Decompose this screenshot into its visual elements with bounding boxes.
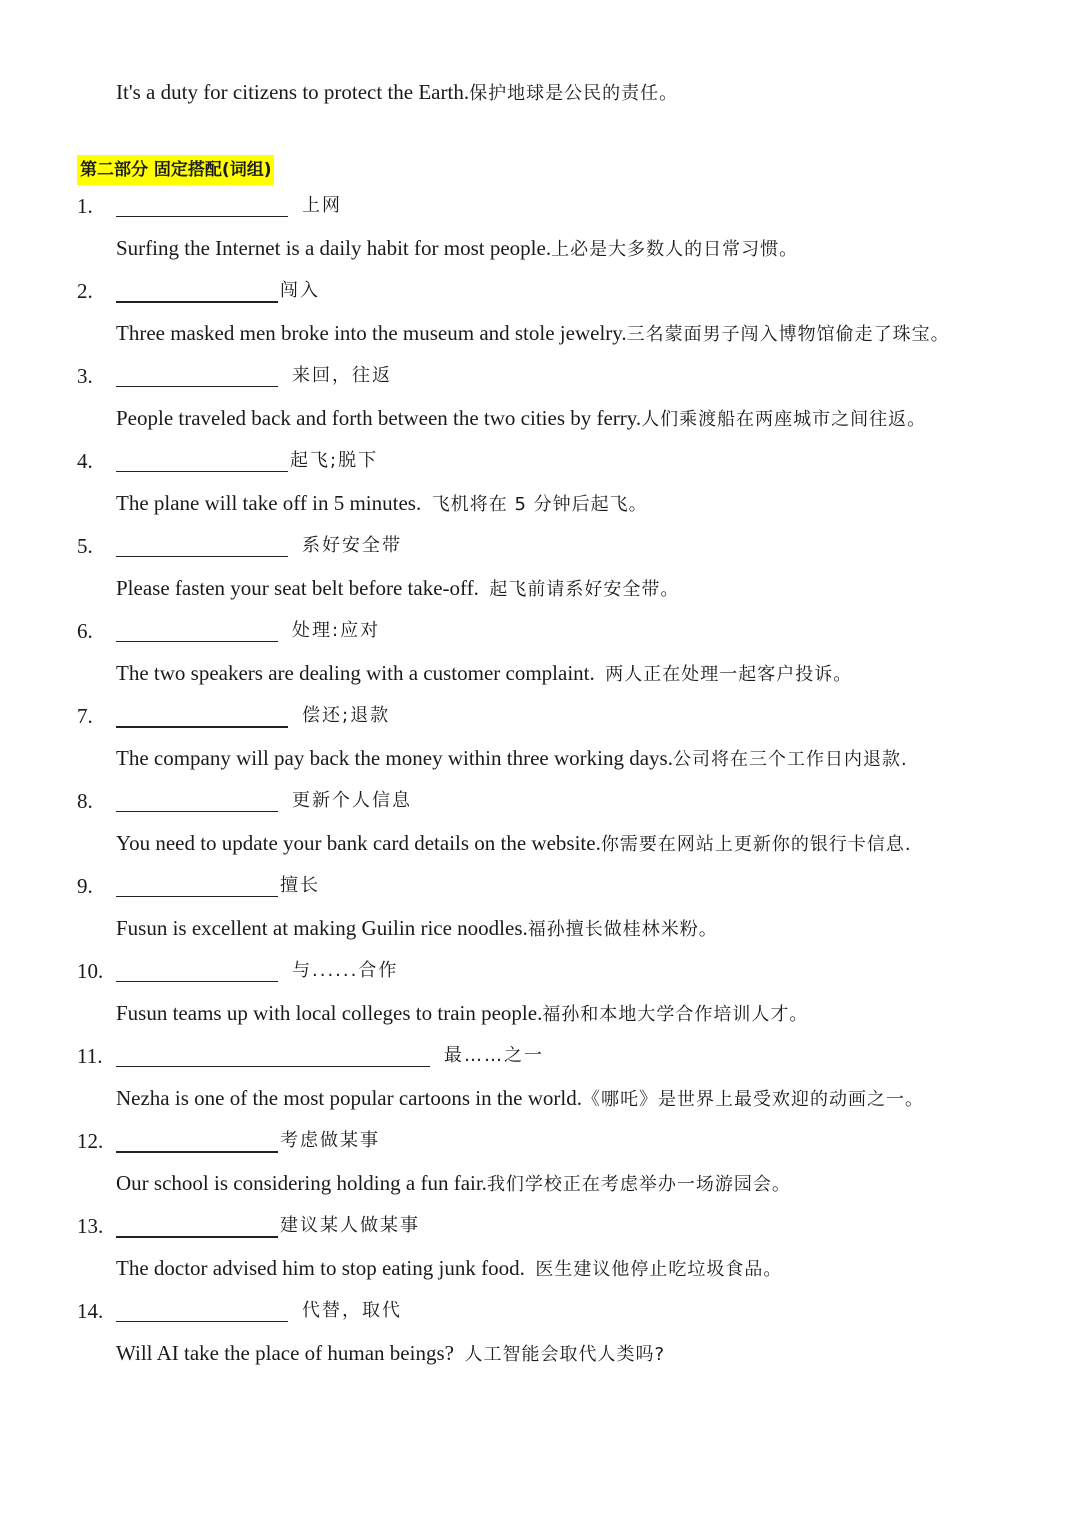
example-cn: 上必是大多数人的日常习惯。 [551,239,799,260]
example-cn: 福孙擅长做桂林米粉。 [527,919,718,940]
example-en: The two speakers are dealing with a customer complaint. [116,661,595,685]
phrase-line [116,530,402,562]
phrase-item-1 [0,190,1080,275]
example-sentence [116,572,679,606]
example-cn: 人们乘渡船在两座城市之间往返。 [641,409,927,430]
example-sentence [116,402,926,436]
answer-blank[interactable] [116,955,278,982]
example-en: Our school is considering holding a fun fair. [116,1171,487,1195]
phrase-meaning: 处理:应对 [292,620,381,641]
example-sentence [116,827,912,861]
example-sentence [116,1337,665,1371]
example-sentence [116,317,950,351]
phrase-meaning: 偿还;退款 [302,705,391,726]
section-heading: 第二部分 固定搭配(词组) [77,155,274,185]
phrase-item-9 [0,870,1080,955]
answer-blank[interactable] [116,870,278,897]
example-cn: 三名蒙面男子闯入博物馆偷走了珠宝。 [626,324,950,345]
item-number: 11. [77,1044,103,1068]
item-number: 8. [77,789,93,813]
example-cn: 福孙和本地大学合作培训人才。 [542,1004,809,1025]
example-cn: 你需要在网站上更新你的银行卡信息. [600,834,912,855]
item-number: 2. [77,279,93,303]
phrase-item-11 [0,1040,1080,1125]
phrase-item-6 [0,615,1080,700]
example-cn: 人工智能会取代人类吗? [464,1344,666,1365]
answer-blank[interactable] [116,1040,430,1067]
item-number: 3. [77,364,93,388]
example-cn: 飞机将在 5 分钟后起飞。 [431,494,648,515]
intro-sentence [116,76,678,110]
example-sentence [116,912,718,946]
example-en: Fusun teams up with local colleges to train people. [116,1001,543,1025]
phrase-list [0,190,1080,1380]
phrase-line [116,445,378,477]
answer-blank[interactable] [116,700,288,728]
phrase-item-5 [0,530,1080,615]
phrase-meaning: 来回，往返 [292,365,392,386]
phrase-item-10 [0,955,1080,1040]
phrase-item-8 [0,785,1080,870]
example-en: The company will pay back the money within three working days. [116,746,673,770]
answer-blank[interactable] [116,615,278,642]
phrase-line [116,1210,420,1242]
example-sentence [116,742,908,776]
phrase-item-3 [0,360,1080,445]
example-cn: 《哪吒》是世界上最受欢迎的动画之一。 [581,1089,924,1110]
phrase-meaning: 最……之一 [444,1045,544,1066]
example-en: Fusun is excellent at making Guilin rice noodles. [116,916,528,940]
item-number: 6. [77,619,93,643]
item-number: 1. [77,194,93,218]
phrase-item-14 [0,1295,1080,1380]
example-en: Will AI take the place of human beings? [116,1341,454,1365]
example-sentence [116,1082,924,1116]
phrase-line [116,1040,544,1072]
phrase-item-13 [0,1210,1080,1295]
example-en: People traveled back and forth between the two cities by ferry. [116,406,642,430]
item-number: 13. [77,1214,104,1238]
phrase-item-4 [0,445,1080,530]
example-sentence [116,1252,782,1286]
example-cn: 我们学校正在考虑举办一场游园会。 [486,1174,791,1195]
answer-blank[interactable] [116,1295,288,1322]
phrase-meaning: 起飞;脱下 [290,450,379,471]
example-en: The plane will take off in 5 minutes. [116,491,422,515]
phrase-meaning: 上网 [302,195,342,216]
example-en: The doctor advised him to stop eating junk food. [116,1256,525,1280]
item-number: 4. [77,449,93,473]
example-sentence [116,657,852,691]
answer-blank[interactable] [116,1125,278,1153]
phrase-meaning: 代替，取代 [302,1300,402,1321]
phrase-line [116,615,380,647]
example-en: You need to update your bank card details on the website. [116,831,601,855]
phrase-meaning: 更新个人信息 [292,790,412,811]
item-number: 5. [77,534,93,558]
intro-sentence-cn: 保护地球是公民的责任。 [469,83,679,104]
example-cn: 医生建议他停止吃垃圾食品。 [535,1259,783,1280]
item-number: 10. [77,959,104,983]
example-sentence [116,997,808,1031]
example-cn: 公司将在三个工作日内退款. [672,749,908,770]
example-cn: 起飞前请系好安全带。 [489,579,680,600]
phrase-line [116,190,342,222]
phrase-line [116,275,320,307]
answer-blank[interactable] [116,360,278,387]
example-sentence [116,1167,791,1201]
phrase-line [116,1125,380,1157]
example-en: Surfing the Internet is a daily habit for most people. [116,236,552,260]
phrase-line [116,955,398,987]
phrase-item-2 [0,275,1080,360]
answer-blank[interactable] [116,530,288,557]
example-en: Three masked men broke into the museum and stole jewelry. [116,321,627,345]
phrase-meaning: 与......合作 [292,960,399,981]
phrase-item-12 [0,1125,1080,1210]
answer-blank[interactable] [116,445,288,472]
phrase-line [116,870,320,902]
example-cn: 两人正在处理一起客户投诉。 [605,664,853,685]
phrase-line [116,1295,402,1327]
example-sentence [116,232,798,266]
example-sentence [116,487,648,521]
example-en: Please fasten your seat belt before take-off. [116,576,479,600]
phrase-item-7 [0,700,1080,785]
item-number: 9. [77,874,93,898]
phrase-meaning: 考虑做某事 [280,1130,380,1151]
item-number: 7. [77,704,93,728]
example-en: Nezha is one of the most popular cartoons in the world. [116,1086,582,1110]
phrase-meaning: 闯入 [280,280,320,301]
phrase-line [116,785,412,817]
phrase-meaning: 建议某人做某事 [280,1215,420,1236]
answer-blank[interactable] [116,785,278,812]
phrase-meaning: 系好安全带 [302,535,402,556]
phrase-meaning: 擅长 [280,875,320,896]
answer-blank[interactable] [116,1210,278,1238]
item-number: 14. [77,1299,104,1323]
phrase-line [116,700,390,732]
phrase-line [116,360,392,392]
answer-blank[interactable] [116,275,278,303]
intro-sentence-en: It's a duty for citizens to protect the Earth. [116,80,470,104]
answer-blank[interactable] [116,190,288,217]
item-number: 12. [77,1129,104,1153]
